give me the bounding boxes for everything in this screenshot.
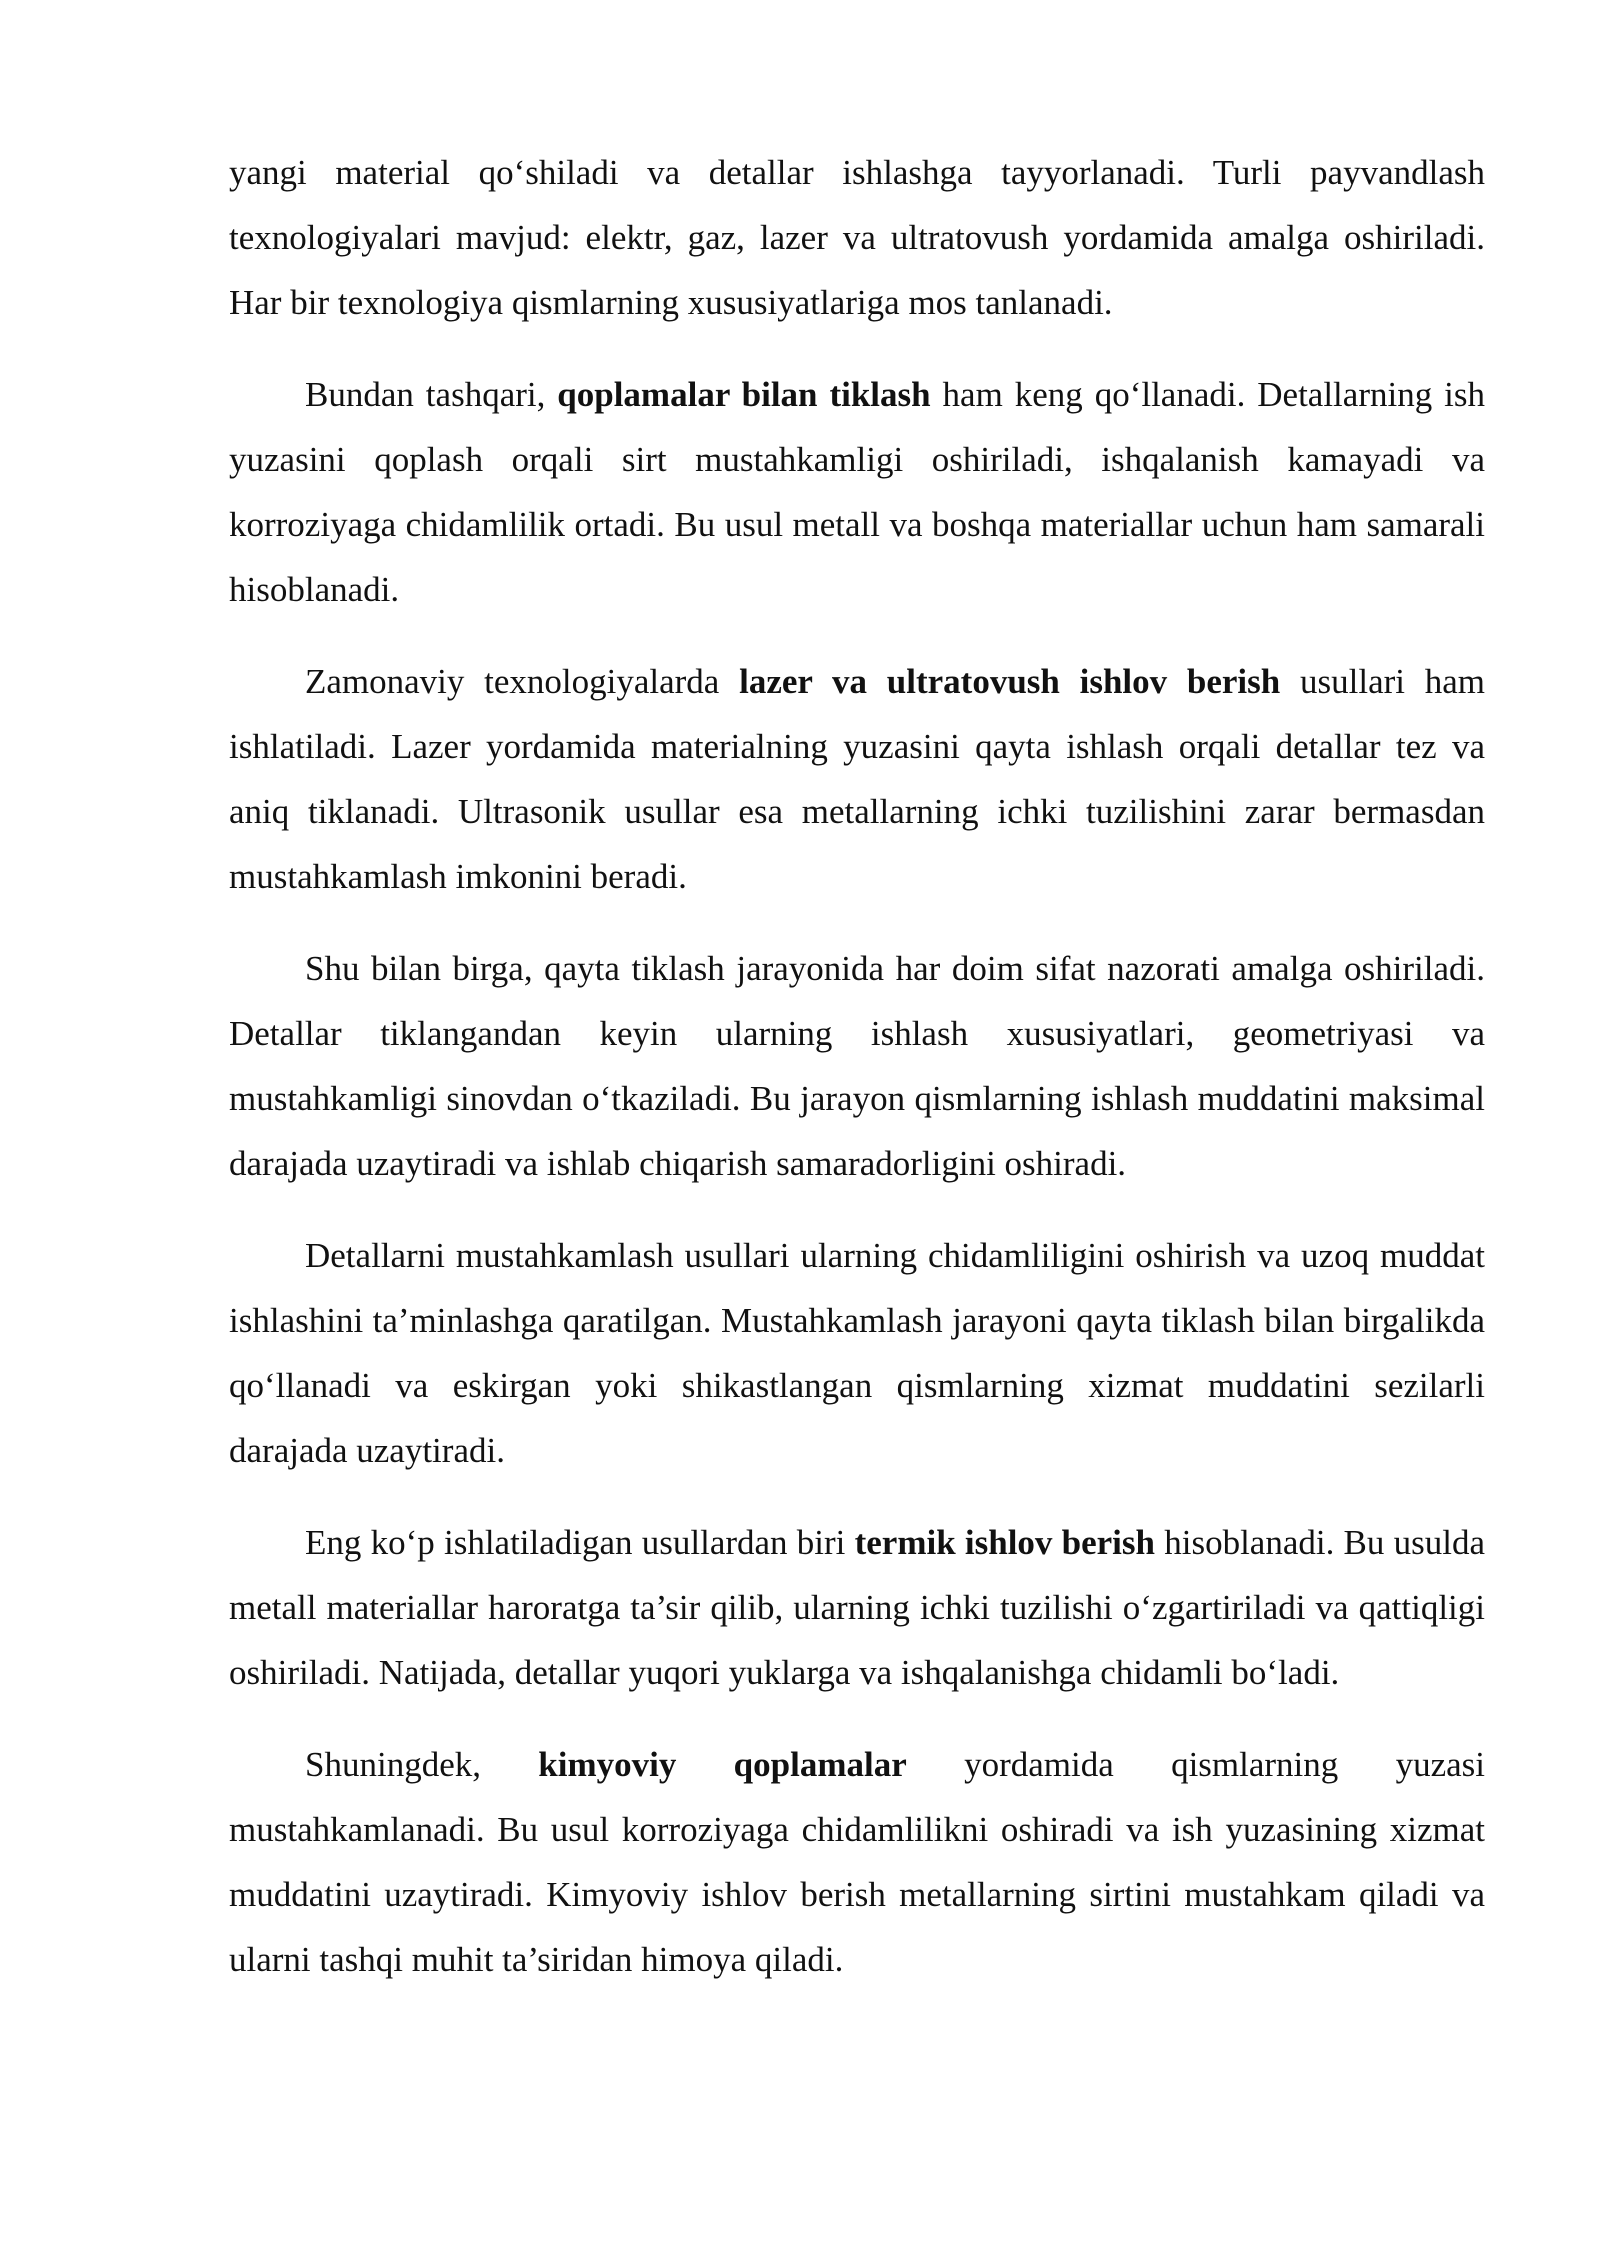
paragraph-6 — [229, 1510, 1485, 1705]
paragraph-1-text: yangi material qo‘shiladi va detallar ishlashga tayyorlanadi. Turli payvandlash texnologiyalari mavjud: elektr, gaz, lazer va ultratovush yordamida amalga oshiriladi. Har bir texnologiya qismlarning xususiyatlariga mos tanlanadi. — [229, 153, 1485, 322]
paragraph-7 — [229, 1732, 1485, 1992]
paragraph-3-text-a: Zamonaviy texnologiyalarda — [305, 662, 740, 701]
paragraph-1 — [229, 140, 1485, 335]
paragraph-2-text-b: ham keng qo‘llanadi. Detallarning ish yuzasini qoplash orqali sirt mustahkamligi oshiriladi, ishqalanish kamayadi va korroziyaga chidamlilik ortadi. Bu usul metall va boshqa materiallar uchun ham samarali hisoblanadi. — [229, 375, 1485, 609]
paragraph-4-text: Shu bilan birga, qayta tiklash jarayonida har doim sifat nazorati amalga oshiriladi. Detallar tiklangandan keyin ularning ishlash xususiyatlari, geometriyasi va mustahkamligi sinovdan o‘tkaziladi. Bu jarayon qismlarning ishlash muddatini maksimal darajada uzaytiradi va ishlab chiqarish samaradorligini oshiradi. — [229, 949, 1485, 1183]
paragraph-6-bold-term: termik ishlov berish — [854, 1523, 1155, 1562]
paragraph-7-text-b: yordamida qismlarning yuzasi mustahkamlanadi. Bu usul korroziyaga chidamlilikni oshiradi va ish yuzasining xizmat muddatini uzaytiradi. Kimyoviy ishlov berish metallarning sirtini mustahkam qiladi va ularni tashqi muhit ta’siridan himoya qiladi. — [229, 1745, 1486, 1979]
paragraph-2-bold-term: qoplamalar bilan tiklash — [557, 375, 931, 414]
paragraph-3 — [229, 649, 1485, 909]
paragraph-6-text-a: Eng ko‘p ishlatiladigan usullardan biri — [305, 1523, 855, 1562]
paragraph-2-text-a: Bundan tashqari, — [305, 375, 558, 414]
paragraph-5 — [229, 1223, 1485, 1483]
paragraph-7-bold-term: kimyoviy qoplamalar — [538, 1745, 907, 1784]
paragraph-7-text-a: Shuningdek, — [305, 1745, 539, 1784]
paragraph-3-text-b: usullari ham ishlatiladi. Lazer yordamida materialning yuzasini qayta ishlash orqali detallar tez va aniq tiklanadi. Ultrasonik usullar esa metallarning ichki tuzilishini zarar bermasdan mustahkamlash imkonini beradi. — [229, 662, 1485, 896]
paragraph-3-bold-term: lazer va ultratovush ishlov berish — [739, 662, 1281, 701]
document-page — [229, 140, 1485, 2019]
paragraph-4 — [229, 936, 1485, 1196]
paragraph-6-text-b: hisoblanadi. Bu usulda metall materiallar haroratga ta’sir qilib, ularning ichki tuzilishi o‘zgartiriladi va qattiqligi oshiriladi. Natijada, detallar yuqori yuklarga va ishqalanishga chidamli bo‘ladi. — [229, 1523, 1485, 1692]
paragraph-2 — [229, 362, 1485, 622]
paragraph-5-text: Detallarni mustahkamlash usullari ularning chidamliligini oshirish va uzoq muddat ishlashini ta’minlashga qaratilgan. Mustahkamlash jarayoni qayta tiklash bilan birgalikda qo‘llanadi va eskirgan yoki shikastlangan qismlarning xizmat muddatini sezilarli darajada uzaytiradi. — [229, 1236, 1485, 1470]
